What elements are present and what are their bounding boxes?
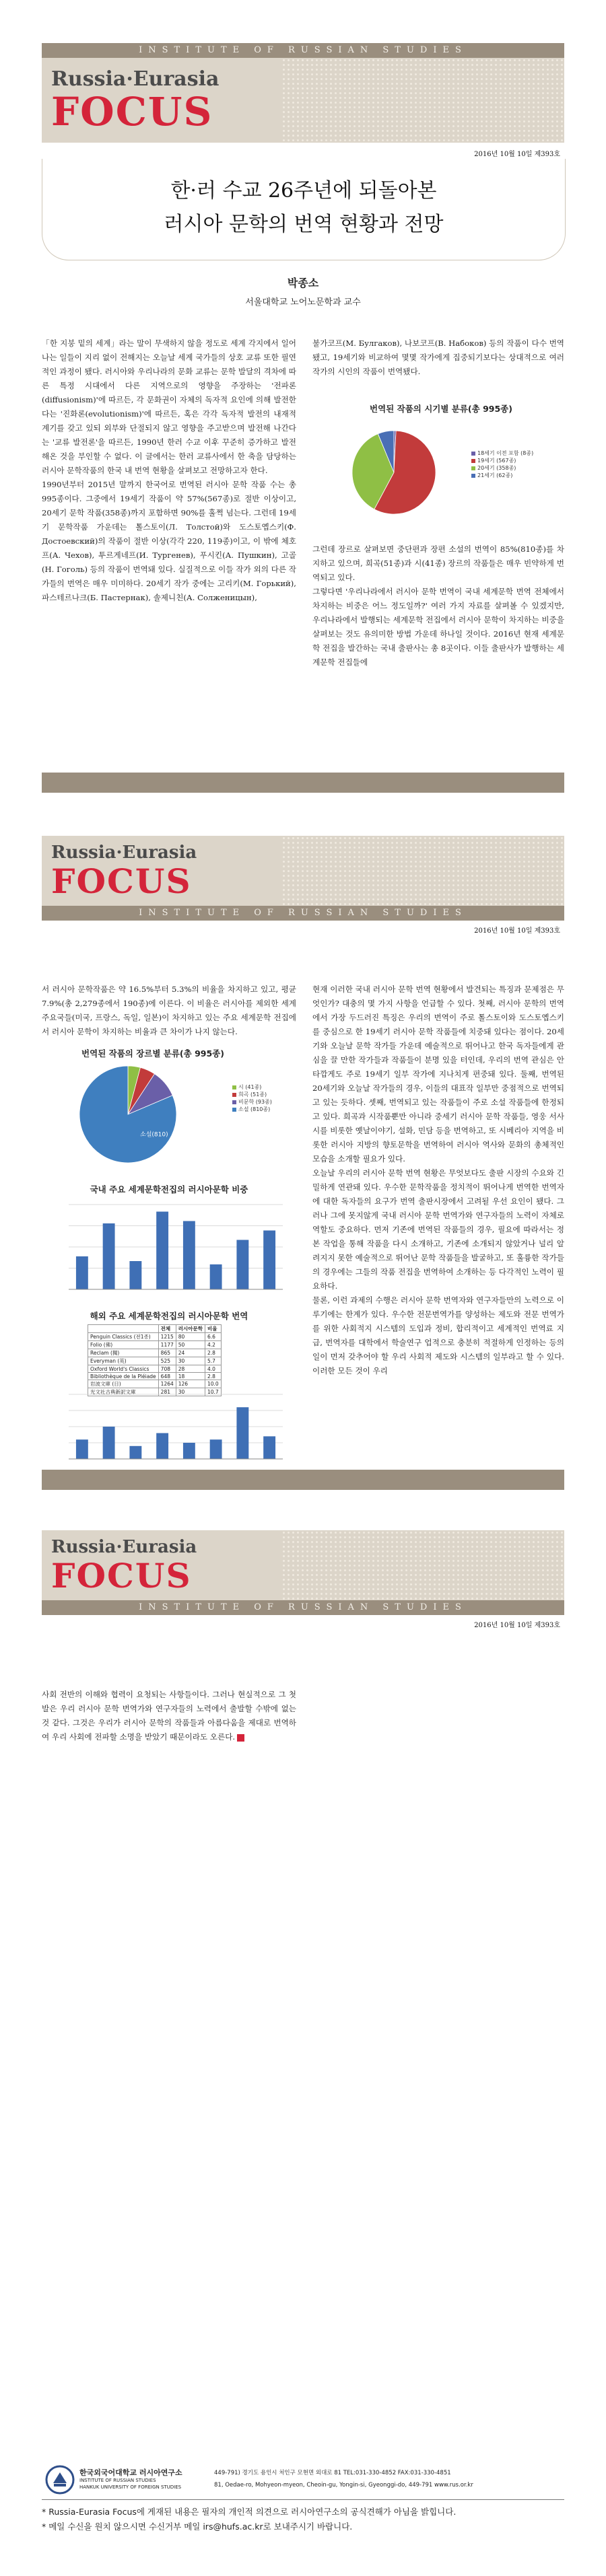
- brand-big: FOCUS: [51, 89, 213, 135]
- foreign-table-cell: 30: [176, 1388, 205, 1396]
- foreign-bar-0: [76, 1439, 88, 1459]
- foreign-table-header-cell: 러시아문학: [176, 1325, 205, 1333]
- page1-right-column-top: 불가코프(М. Булгаков), 나보코프(В. Набоков) 등의 작품이 다수 번역됐고, 19세기와 비교하여 몇몇 작가에게 집중되기보다는 상대적으로 여러 작가의 시인의 작품이 번역됐다.: [312, 338, 564, 376]
- period-pie-legend-label: 21세기 (62종): [477, 472, 513, 478]
- foreign-table-cell: 18: [176, 1373, 205, 1380]
- period-chart-title: 번역된 작품의 시기별 분류(총 995종): [370, 404, 512, 414]
- genre-pie-legend-item-3: [232, 1106, 272, 1113]
- foreign-table-cell: 1177: [158, 1341, 176, 1349]
- genre-pie-legend-swatch: [232, 1093, 236, 1097]
- foreign-table-cell: 865: [158, 1349, 176, 1357]
- dateline-2: 2016년 10월 10일 제393호: [474, 927, 560, 935]
- foreign-table-cell: 10.7: [205, 1388, 222, 1396]
- foreign-table-cell: Penguin Classics (전1종): [88, 1333, 159, 1341]
- foreign-table-cell: 24: [176, 1349, 205, 1357]
- foreign-chart-title: 해외 주요 세계문학전집의 러시아문학 번역: [90, 1311, 248, 1321]
- institute-band-3: INSTITUTE OF RUSSIAN STUDIES: [42, 1600, 564, 1615]
- period-pie-legend-swatch: [471, 466, 475, 470]
- period-pie-legend-item-0: [471, 450, 533, 457]
- genre-pie-legend-item-1: [232, 1091, 272, 1098]
- header-banner: [42, 58, 564, 143]
- foreign-table-cell: 1264: [158, 1380, 176, 1388]
- author-affiliation: 서울대학교 노어노문학과 교수: [245, 297, 361, 308]
- foreign-table-header-cell: 비율: [205, 1325, 222, 1333]
- foreign-table-cell: Folio (佛): [88, 1341, 159, 1349]
- foreign-table-cell: Everyman (英): [88, 1357, 159, 1365]
- institute-band-2: INSTITUTE OF RUSSIAN STUDIES: [42, 906, 564, 921]
- foreign-table-cell: Oxford World's Classics: [88, 1365, 159, 1373]
- footer-org-sub1: INSTITUTE OF RUSSIAN STUDIES: [79, 2478, 156, 2483]
- page2-footer-bar: [42, 1470, 564, 1490]
- foreign-table-row: [88, 1380, 222, 1388]
- header-banner-2: [42, 836, 564, 906]
- genre-pie-legend: [232, 1083, 272, 1113]
- domestic-bar-5: [210, 1264, 222, 1289]
- foreign-table-cell: 10.0: [205, 1380, 222, 1388]
- page1-left-column: 「한 지붕 밑의 세계」라는 말이 무색하지 않을 정도로 세계 각지에서 일어나는 일들이 지리 없이 전해지는 오늘날 세계 국가들의 상호 교류 또한 필연적인 과정이 됐다. 러시아와 우리나라의 문화 교류는 문학 발달의 격차에 따른 특정 시대에서 다른 지역으로의 영향을 주장하는 '전파론(diffusionism)'에 따르든, 각 문화권이 자체의 독자적 요인에 의해 발전한다는 '진화론(evolutionism)'에 따르든, 혹은 각각 독자적 발전의 내재적 계기를 갖고 있되 외부와 단절되지 않고 영향을 주고받으며 발전해 나간다는 '교류 발전론'을 따르든, 1990년 한러 수교 이후 꾸준히 증가하고 발전해온 것을 부인할 수 없다. 이 글에서는 한러 교류사에서 한 축을 담당하는 러시아 문학작품의 한국 내 번역 현황을 살펴보고 전망하고자 한다. 1990년부터 2015년 말까지 한국어로 번역된 러시아 문학 작품 수는 총 995종이다. 그중에서 19세기 작품이 약 57%(567종)로 절반 이상이고, 20세기 문학 작품(358종)까지 포함하면 90%를 훌쩍 넘는다. 그런데 19세기 문학작품 가운데는 톨스토이(Л. Толстой)와 도스토옙스키(Ф. Достоевский)의 작품이 절반 이상(각각 220, 119종)이고, 이 밖에 체호프(А. Чехов), 투르게네프(И. Тургенев), 푸시킨(А. Пушкин), 고골(Н. Гоголь) 등의 작품이 번역돼 있다. 실질적으로 이들 작가 외의 다른 작가들의 번역은 매우 미미하다. 20세기 작가 중에는 고리키(М. Горький), 파스테르나크(Б. Пастернак), 솔제니친(А. Солженицын),: [42, 338, 296, 602]
- foreign-table: [88, 1324, 222, 1396]
- domestic-bar-6: [236, 1240, 248, 1290]
- page2-right-column: 현재 이러한 국내 러시아 문학 번역 현황에서 발견되는 특징과 문제점은 무엇인가? 대충의 몇 가지 사항을 언급할 수 있다. 첫째, 러시아 문학의 번역에서 가장 두드러진 특징은 우리의 번역이 주로 톨스토이와 도스토옙스키를 중심으로 한 19세기 러시아 문학 작품들에 치중돼 있다는 점이다. 20세기와 오늘날 문학 작가들 가운데 예술적으로 뛰어나고 한국 독자들에게 관심을 끌 만한 작가들과 작품들이 분명 있을 터인데, 우리의 번역 관심은 안타깝게도 주로 19세기 일부 작가에 지나치게 편중돼 있다. 둘째, 번역된 20세기와 오늘날 작가들의 경우, 이들의 대표작 일부만 중점적으로 번역되고 있는 듯하다. 셋째, 번역되고 있는 작품들이 주로 소설 작품들에 한정되고 있다. 희곡과 시작품뿐만 아니라 중세기 러시아 문학 작품들, 영웅 서사시를 비롯한 옛날이야기, 설화, 민담 등을 번역하고, 또 시베리아 지역을 비롯한 러시아 지방의 향토문학을 번역하여 러시아 역사와 문화의 총체적인 모습을 소개할 필요가 있다. 오늘날 우리의 러시아 문학 번역 현황은 무엇보다도 출판 시장의 수요와 긴밀하게 연관돼 있다. 우수한 문학작품을 정치적이 뛰어나게 번역한 번역자에 대한 독자들의 요구가 번역 출판시장에서 고려될 우선 요인이 됐다. 그러나 그에 못지않게 국내 러시아 문학 번역가와 연구자들의 노력이 자체로 역할도 중요하다. 먼저 기존에 번역된 작품들의 경우, 필요에 따라서는 정본 작업을 통해 작품을 다시 소개하고, 기존에 소개되지 않았거나 널리 알려지지 못한 예술적으로 뛰어난 문학 작품들을 발굴하고, 또 훌륭한 작가들의 경우에는 그들의 작품 전집을 번역하여 소개하는 등 다각적인 노력이 필요하다. 물론, 이런 과제의 수행은 러시아 문학 번역자와 연구자들만의 노력으로 이루기에는 한계가 있다. 우수한 전문번역가를 양성하는 제도와 전문 번역가를 위한 사회적지 시스템의 도입과 정비, 합리적이고 세계적인 번역료 지급, 번역자를 대학에서 학술연구 업적으로 충분히 적절하게 인정하는 등의 일이 먼저 갖추어야 할 우리 사회적 제도와 시스템의 일부라고 할 수 있다. 이러한 모든 것이 우리: [312, 985, 564, 1375]
- brand-small: Russia·Eurasia: [51, 67, 220, 91]
- foreign-bar-6: [236, 1407, 248, 1459]
- foreign-bar-3: [156, 1433, 168, 1459]
- domestic-bar-4: [183, 1221, 195, 1290]
- foreign-table-cell: 4.2: [205, 1341, 222, 1349]
- foreign-table-cell: 708: [158, 1365, 176, 1373]
- genre-pie-legend-label: 시 (41종): [238, 1084, 262, 1090]
- genre-pie-legend-label: 비문학 (93종): [238, 1099, 272, 1105]
- foreign-table-cell: 6.6: [205, 1333, 222, 1341]
- page1-footer-bar: [42, 773, 564, 793]
- domestic-chart-title: 국내 주요 세계문학전집의 러시아문학 비중: [90, 1184, 248, 1194]
- domestic-bar-1: [103, 1223, 115, 1289]
- footer-address-en: 81, Oedae-ro, Mohyeon-myeon, Cheoin-gu, Yongin-si, Gyeonggi-do, 449-791 www.rus.or.kr: [214, 2482, 473, 2489]
- period-pie-legend-item-2: [471, 464, 533, 472]
- article-title-line2: 러시아 문학의 번역 현황과 전망: [164, 213, 444, 236]
- footer-note-1: * Russia-Eurasia Focus에 게재된 내용은 필자의 개인적 의견으로 러시아연구소의 공식견해가 아님을 밝힙니다.: [42, 2507, 457, 2517]
- period-pie-legend-swatch: [471, 452, 475, 456]
- domestic-bar-7: [263, 1231, 275, 1290]
- genre-pie-legend-swatch: [232, 1100, 236, 1104]
- domestic-bar-3: [156, 1212, 168, 1290]
- period-pie-legend-swatch: [471, 459, 475, 463]
- foreign-table-cell: 光文社古典新訳文庫: [88, 1388, 159, 1396]
- genre-pie-chart: [54, 1062, 256, 1170]
- title-box: [42, 159, 566, 260]
- genre-pie-legend-label: 희곡 (51종): [238, 1092, 267, 1098]
- foreign-table-cell: 5.7: [205, 1357, 222, 1365]
- foreign-table-header-cell: 전체: [158, 1325, 176, 1333]
- period-pie-legend-item-1: [471, 457, 533, 464]
- foreign-table-cell: 648: [158, 1373, 176, 1380]
- foreign-table-row: [88, 1365, 222, 1373]
- foreign-table-cell: Bibliothèque de la Pléiade: [88, 1373, 159, 1380]
- genre-pie-legend-swatch: [232, 1085, 236, 1089]
- foreign-table-row: [88, 1357, 222, 1365]
- foreign-table-row: [88, 1333, 222, 1341]
- brand-small: Russia·Eurasia: [51, 1537, 197, 1557]
- foreign-bar-1: [103, 1427, 115, 1459]
- dateline-3: 2016년 10월 10일 제393호: [474, 1622, 560, 1629]
- foreign-table-row: [88, 1373, 222, 1380]
- world-map-dots: [281, 58, 564, 143]
- domestic-bar-chart: [42, 1199, 296, 1300]
- footer-note-2: * 메일 수신을 원치 않으시면 수신거부 메일 irs@hufs.ac.kr로 보내주시기 바랍니다.: [42, 2521, 353, 2532]
- foreign-table-cell: 30: [176, 1357, 205, 1365]
- foreign-table-cell: 50: [176, 1341, 205, 1349]
- footer-rule: [42, 2499, 564, 2500]
- foreign-table-cell: 4.0: [205, 1365, 222, 1373]
- foreign-table-header: [88, 1325, 222, 1333]
- foreign-table-cell: 80: [176, 1333, 205, 1341]
- brand-small: Russia·Eurasia: [51, 843, 197, 863]
- world-map-dots: [281, 1530, 564, 1600]
- foreign-table-cell: 1215: [158, 1333, 176, 1341]
- foreign-bar-7: [263, 1436, 275, 1459]
- foreign-bar-4: [183, 1443, 195, 1459]
- dateline: 2016년 10월 10일 제393호: [474, 151, 560, 158]
- brand-big: FOCUS: [51, 1556, 192, 1596]
- foreign-table-cell: Reclam (獨): [88, 1349, 159, 1357]
- foreign-table-cell: 525: [158, 1357, 176, 1365]
- header-banner-3: [42, 1530, 564, 1600]
- genre-chart-title: 번역된 작품의 장르별 분류(총 995종): [81, 1048, 224, 1059]
- footer-org-sub2: HANKUK UNIVERSITY OF FOREIGN STUDIES: [79, 2484, 182, 2490]
- domestic-bar-0: [76, 1256, 88, 1289]
- footer-address-kr: 449-791) 경기도 용인시 처인구 모현면 외대로 81 TEL:031-330-4852 FAX:031-330-4851: [214, 2470, 451, 2476]
- foreign-table-cell: 126: [176, 1380, 205, 1388]
- period-pie-legend-label: 18세기 이전 포함 (8종): [477, 450, 534, 456]
- foreign-table-cell: 2.8: [205, 1349, 222, 1357]
- page3-column: [42, 1688, 296, 1744]
- foreign-table-cell: 281: [158, 1388, 176, 1396]
- foreign-table-cell: 岩波文庫 (日): [88, 1380, 159, 1388]
- article-title-line1: 한·러 수교 26주년에 되돌아본: [170, 179, 437, 203]
- foreign-bar-2: [129, 1446, 141, 1459]
- institute-band: INSTITUTE OF RUSSIAN STUDIES: [42, 43, 564, 58]
- page1-right-column-bottom: 그런데 장르로 살펴보면 중단편과 장편 소설의 번역이 85%(810종)를 차지하고 있으며, 희곡(51종)과 시(41종) 장르의 작품들은 매우 빈약하게 번역되고 있다. 그렇다면 '우리나라에서 러시아 문학 번역이 국내 세계문학 번역 전체에서 차지하는 비중은 어느 정도일까?' 여러 가지 자료를 살펴볼 수 있겠지만, 우리나라에서 발행되는 세계문학 전집에서 러시아 문학이 차지하는 비중을 살펴보는 것도 유의미한 방법 가운데 하나일 것이다. 2016년 현재 세계문학 전집을 발간하는 국내 출판사는 총 8곳이다. 이들 출판사가 발행하는 세계문학 전집들에: [312, 544, 564, 667]
- genre-pie-legend-swatch: [232, 1108, 236, 1112]
- foreign-table-cell: 2.8: [205, 1373, 222, 1380]
- footer-notes: [42, 2505, 456, 2534]
- genre-pie-legend-item-0: [232, 1083, 272, 1091]
- period-pie-legend-label: 19세기 (567종): [477, 458, 516, 464]
- footer-org-name: 한국외국어대학교 러시아연구소: [79, 2468, 182, 2477]
- foreign-table-row: [88, 1349, 222, 1357]
- foreign-bar-5: [210, 1439, 222, 1459]
- domestic-bar-2: [129, 1261, 141, 1289]
- genre-pie-legend-item-2: [232, 1098, 272, 1106]
- period-pie-legend-item-3: [471, 472, 533, 479]
- genre-pie-slice-label: 소설(810): [140, 1131, 168, 1139]
- institute-logo-icon: [44, 2464, 75, 2495]
- period-pie-legend-label: 20세기 (358종): [477, 465, 516, 471]
- world-map-dots: [281, 836, 564, 906]
- foreign-table-cell: 28: [176, 1365, 205, 1373]
- foreign-table-row: [88, 1341, 222, 1349]
- brand-big: FOCUS: [51, 861, 192, 901]
- period-pie-legend-swatch: [471, 474, 475, 478]
- page3-text: 사회 전반의 이해와 협력이 요청되는 사항들이다. 그러나 현실적으로 그 첫발은 우리 러시아 문학 번역가와 연구자들의 노력에서 출발할 수밖에 없는 것 같다. 그것은 우리가 러시아 문학의 작품들과 아름다움을 제대로 번역하여 우리 사회에 전파할 소명을 받았기 때문이라도 오른다.: [42, 1690, 296, 1742]
- page2-left-column: 서 러시아 문학작품은 약 16.5%부터 5.3%의 비율을 차지하고 있고, 평균 7.9%(총 2,279종에서 190종)에 이른다. 이 비율은 러시아를 제외한 세계 주요국들(미국, 프랑스, 독일, 일본)이 차지하고 있는 주요 세계문학 전집에서 러시아 문학이 차지하는 비율과 큰 차이가 나지 않는다.: [42, 985, 296, 1036]
- period-pie-legend: [471, 450, 533, 479]
- author-name: 박종소: [287, 277, 319, 289]
- genre-pie-legend-label: 소설 (810종): [238, 1106, 271, 1112]
- foreign-bar-chart: [42, 1389, 296, 1470]
- foreign-table-header-cell: [88, 1325, 159, 1333]
- end-mark-icon: [237, 1734, 244, 1742]
